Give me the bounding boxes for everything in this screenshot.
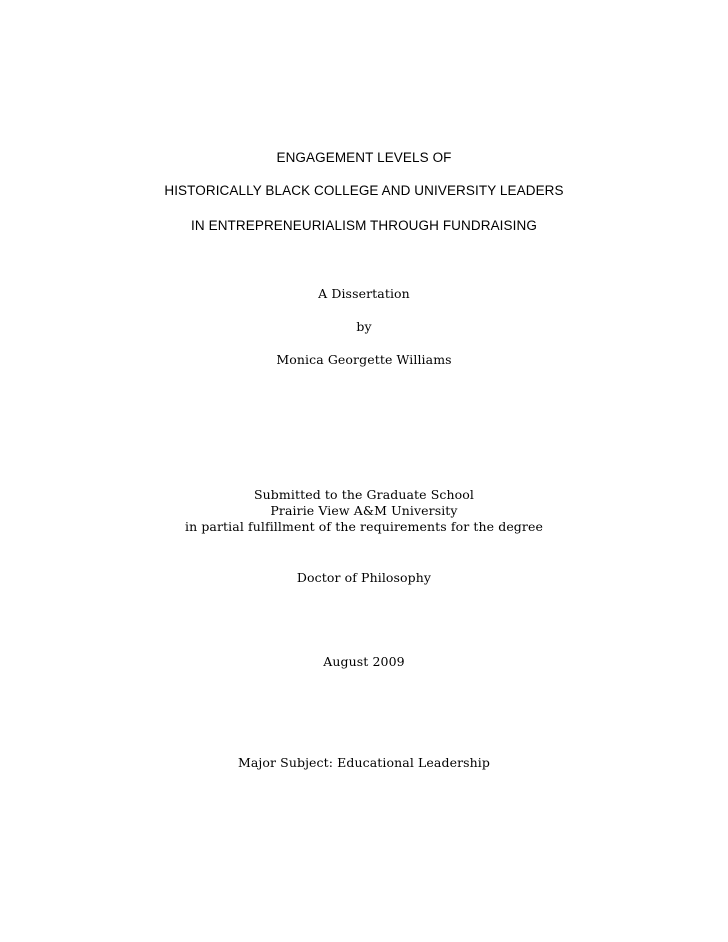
- title-line-3: IN ENTREPRENEURIALISM THROUGH FUNDRAISING: [191, 218, 537, 233]
- degree-name: Doctor of Philosophy: [296, 570, 432, 585]
- author-name: Monica Georgette Williams: [276, 352, 452, 367]
- submission-line-3: in partial fulfillment of the requirements for the degree: [185, 519, 543, 534]
- by-label: by: [356, 319, 372, 334]
- title-line-1: ENGAGEMENT LEVELS OF: [276, 150, 452, 165]
- title-line-2: HISTORICALLY BLACK COLLEGE AND UNIVERSITY LEADERS: [164, 183, 564, 198]
- document-type: A Dissertation: [318, 286, 410, 301]
- major-subject: Major Subject: Educational Leadership: [237, 755, 491, 770]
- submission-line-1: Submitted to the Graduate School: [253, 487, 475, 502]
- submission-line-2: Prairie View A&M University: [270, 503, 458, 518]
- submission-date: August 2009: [323, 654, 405, 669]
